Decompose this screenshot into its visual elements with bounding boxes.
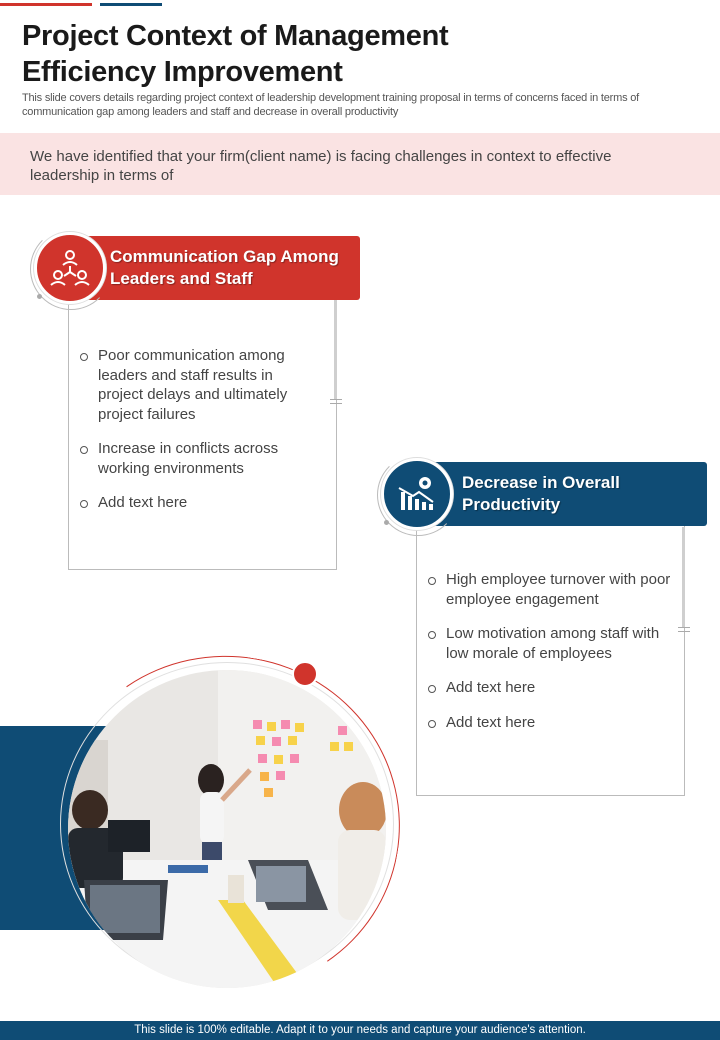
list-item: Poor communication among leaders and staff results in project delays and ultimately project failures (80, 346, 320, 424)
list-item: Add text here (80, 493, 320, 513)
list-item: Add text here (428, 678, 678, 698)
footer-note: This slide is 100% editable. Adapt it to your needs and capture your audience's attention. (0, 1021, 720, 1040)
icon-arc-dot (37, 294, 42, 299)
page-title: Project Context of Management Efficiency Improvement (22, 20, 449, 88)
bullet-circle-icon (80, 353, 88, 361)
card-side-tick (330, 399, 342, 404)
bullet-circle-icon (428, 631, 436, 639)
bullet-circle-icon (428, 577, 436, 585)
top-accent-blue (100, 3, 162, 6)
list-item: Add text here (428, 713, 678, 733)
card-side-line (334, 300, 337, 400)
card-bullet-list (428, 570, 678, 747)
list-item: High employee turnover with poor employee engagement (428, 570, 678, 609)
bullet-circle-icon (80, 500, 88, 508)
bullet-circle-icon (428, 685, 436, 693)
page-subtitle: This slide covers details regarding project context of leadership development training proposal in terms of concerns faced in terms of communication gap among leaders and staff and decrease in overall productivity (22, 92, 640, 118)
decorative-red-dot (292, 661, 318, 687)
list-item: Low motivation among staff with low morale of employees (428, 624, 678, 663)
card-side-tick (678, 627, 690, 632)
icon-arc-dot (384, 520, 389, 525)
bullet-circle-icon (428, 720, 436, 728)
card-title: Decrease in Overall Productivity (462, 473, 620, 514)
card-bullet-list (80, 346, 320, 528)
card-banner-decrease-productivity (434, 462, 707, 526)
intro-text: We have identified that your firm(client name) is facing challenges in context to effective leadership in terms of (30, 148, 612, 184)
bullet-circle-icon (80, 446, 88, 454)
productivity-chart-gear-icon (381, 458, 453, 530)
office-meeting-photo (68, 670, 386, 988)
card-side-line (682, 527, 685, 627)
card-banner-communication-gap (88, 236, 360, 300)
list-item: Increase in conflicts across working environments (80, 439, 320, 478)
card-title: Communication Gap Among Leaders and Staff (110, 247, 339, 288)
top-accent-red (0, 3, 92, 6)
team-people-icon (34, 232, 106, 304)
